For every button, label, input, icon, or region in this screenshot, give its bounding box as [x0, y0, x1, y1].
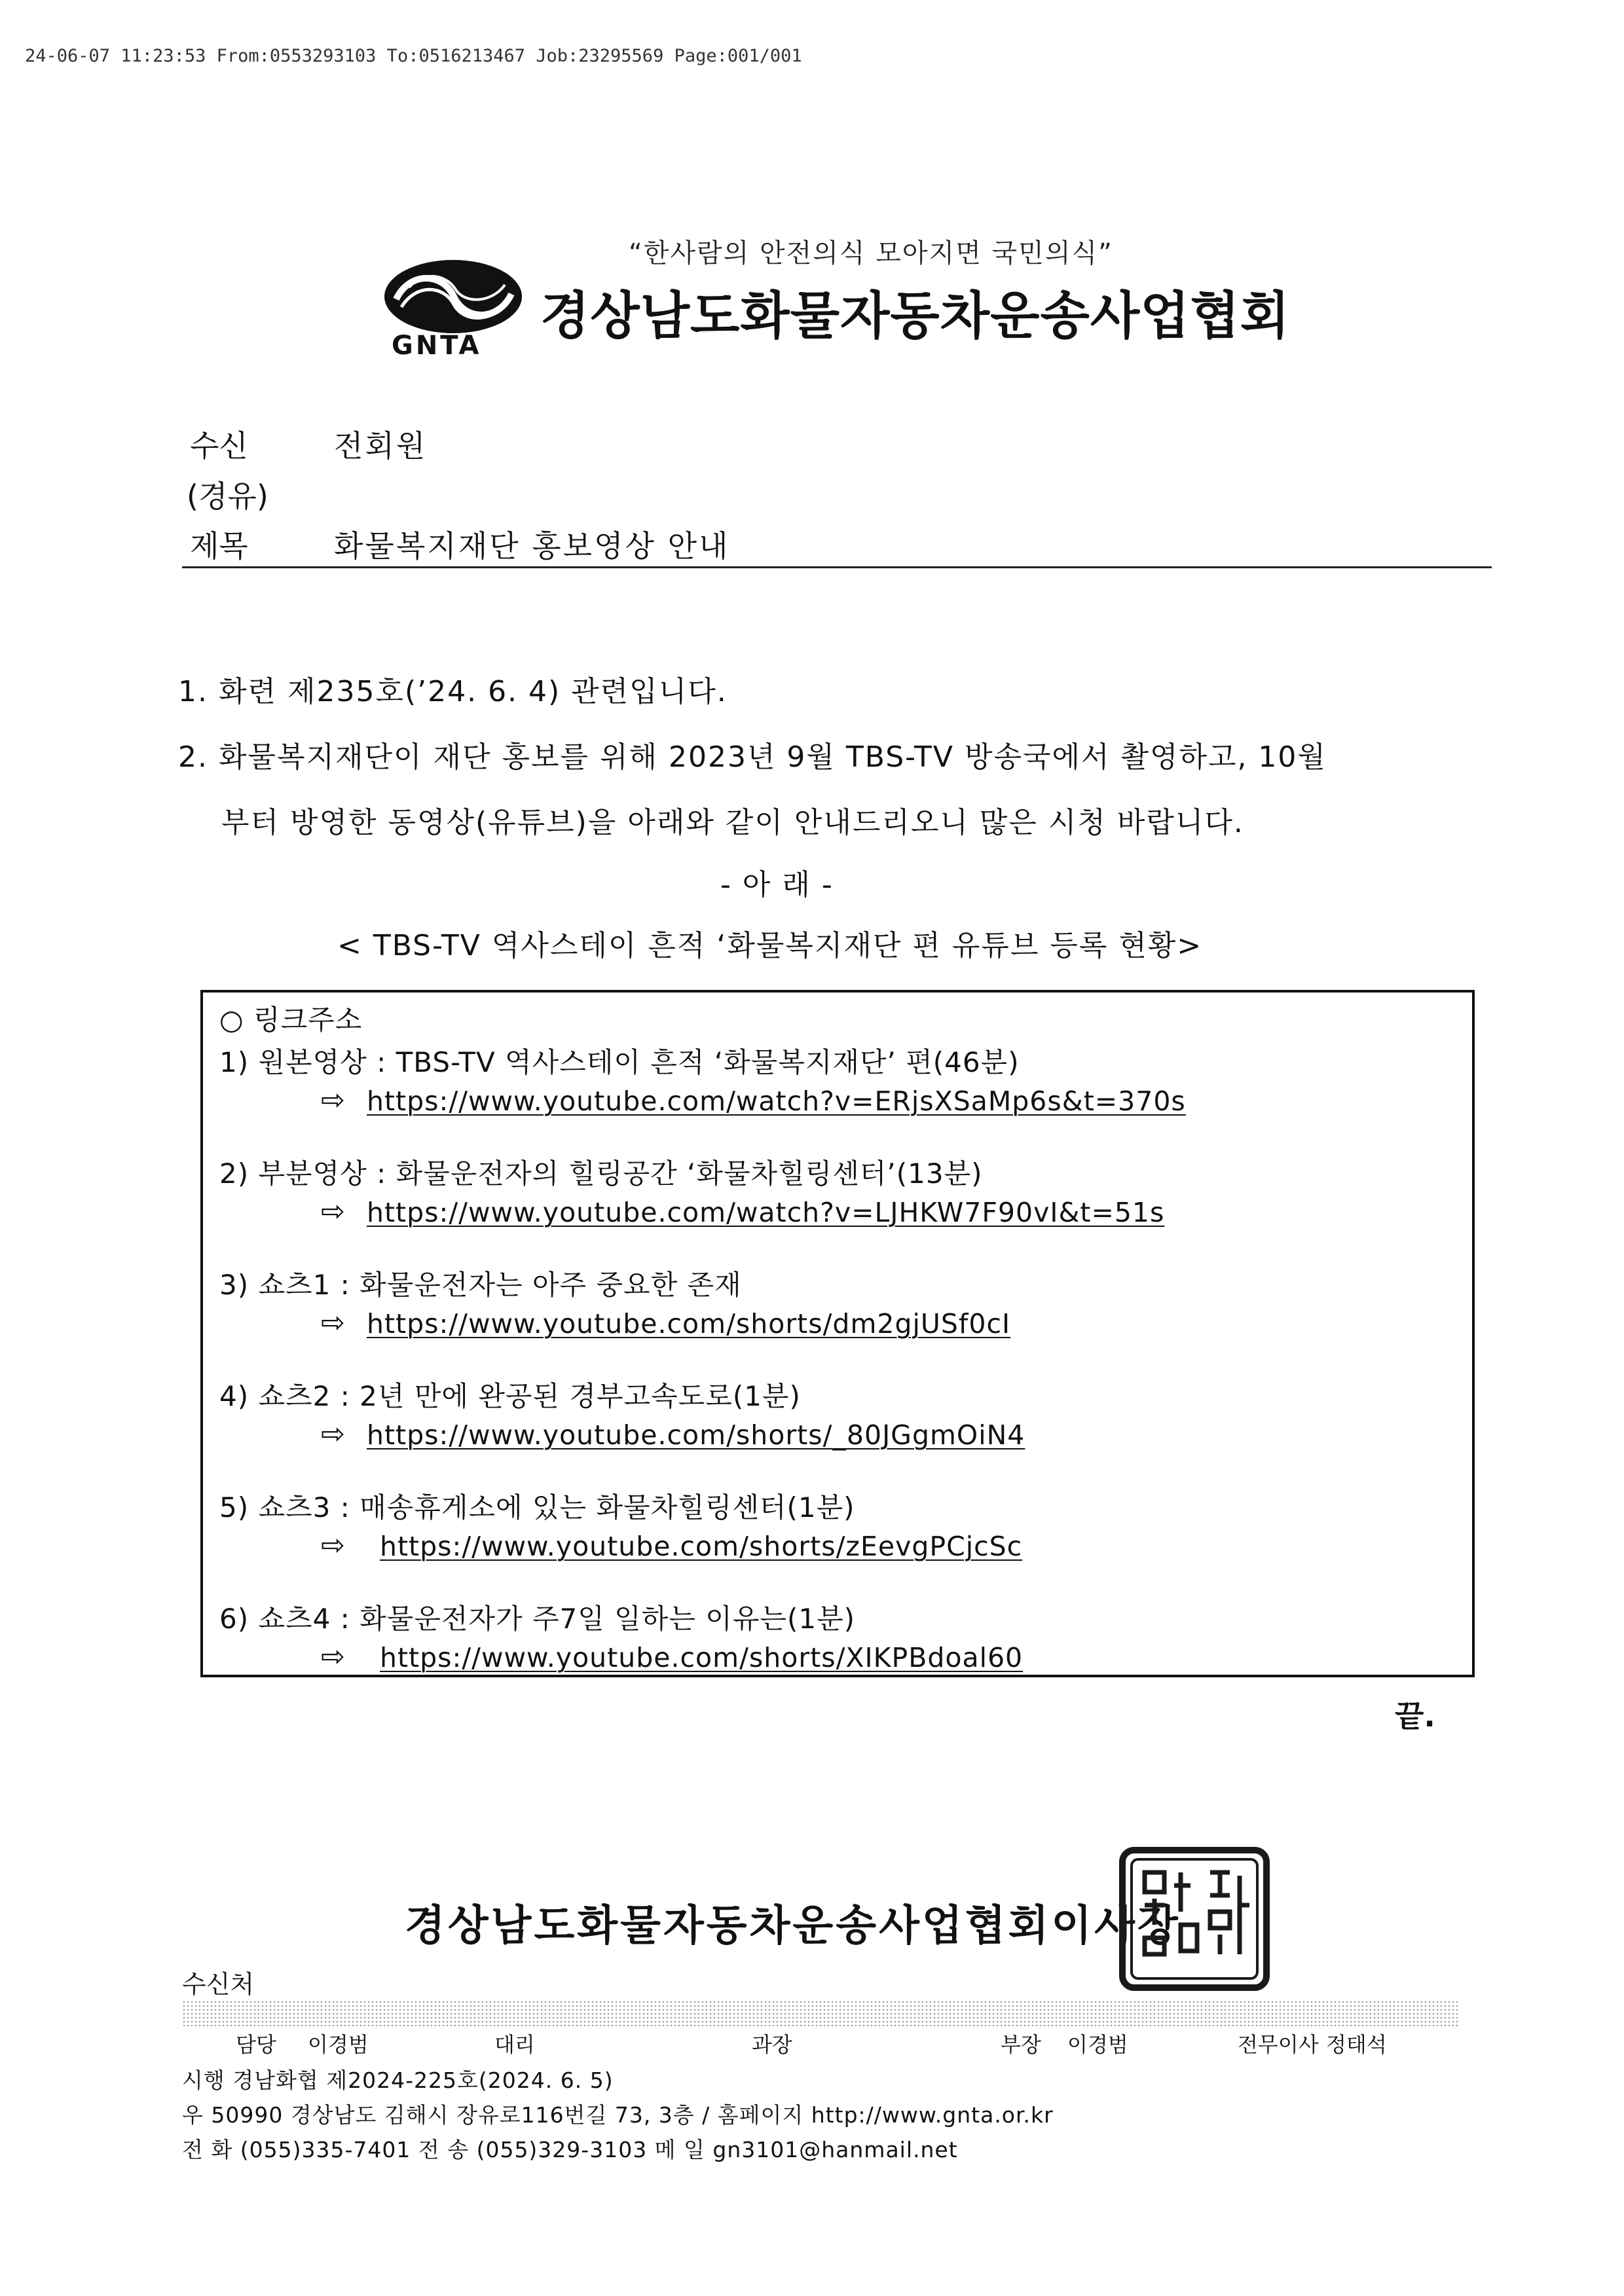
- link-url-1[interactable]: https://www.youtube.com/watch?v=ERjsXSaMp6s&t=370s: [367, 1085, 1186, 1117]
- organization-name: 경상남도화물자동차운송사업협회: [540, 287, 1291, 346]
- fax-transmission-header: 24-06-07 11:23:53 From:0553293103 To:0516213467 Job:23295569 Page:001/001: [25, 46, 802, 66]
- link-title-4: 4) 쇼츠2 : 2년 만에 완공된 경부고속도로(1분): [219, 1380, 801, 1412]
- letterhead-slogan: “한사람의 안전의식 모아지면 국민의식”: [629, 238, 1113, 268]
- link-url-3[interactable]: https://www.youtube.com/shorts/dm2gjUSf0cI: [367, 1308, 1011, 1339]
- footer-contact: 전 화 (055)335-7401 전 송 (055)329-3103 메 일 gn3101@hanmail.net: [182, 2137, 958, 2162]
- footer-address: 우 50990 경상남도 김해시 장유로116번길 73, 3층 / 홈페이지 http://www.gnta.or.kr: [182, 2102, 1054, 2128]
- subject-value: 화물복지재단 홍보영상 안내: [334, 528, 730, 564]
- body-item-1: 1. 화련 제235호(’24. 6. 4) 관련입니다.: [178, 675, 728, 708]
- links-heading: ○ 링크주소: [219, 1004, 363, 1036]
- approval-director-name: 정태석: [1326, 2032, 1387, 2057]
- link-title-1: 1) 원본영상 : TBS-TV 역사스테이 흔적 ‘화물복지재단’ 편(46분): [219, 1046, 1020, 1078]
- approval-section-chief-label: 과장: [752, 2032, 792, 2057]
- link-url-5[interactable]: https://www.youtube.com/shorts/zEevgPCjcSc: [380, 1531, 1023, 1562]
- end-mark: 끝.: [1395, 1698, 1435, 1734]
- subject-label: 제목: [190, 528, 248, 564]
- body-item-2-line-1: 2. 화물복지재단이 재단 홍보를 위해 2023년 9월 TBS-TV 방송국에서 촬영하고, 10월: [178, 740, 1327, 774]
- link-url-6[interactable]: https://www.youtube.com/shorts/XIKPBdoal60: [380, 1642, 1024, 1673]
- official-seal-icon: [1118, 1846, 1270, 1992]
- arrow-right-icon: ⇨: [321, 1417, 345, 1451]
- recipient-value: 전회원: [334, 428, 428, 464]
- link-title-2: 2) 부분영상 : 화물운전자의 힐링공간 ‘화물차힐링센터’(13분): [219, 1157, 983, 1190]
- approval-staff-label: 담당: [236, 2032, 276, 2057]
- body-item-2-line-2: 부터 방영한 동영상(유튜브)을 아래와 같이 안내드리오니 많은 시청 바랍니다.: [221, 806, 1244, 839]
- via-label: (경유): [187, 479, 268, 514]
- approval-dept-head-label: 부장: [1001, 2032, 1041, 2057]
- arrow-right-icon: ⇨: [321, 1195, 345, 1228]
- link-url-2[interactable]: https://www.youtube.com/watch?v=LJHKW7F90vI&t=51s: [367, 1197, 1165, 1228]
- link-title-3: 3) 쇼츠1 : 화물운전자는 아주 중요한 존재: [219, 1269, 742, 1301]
- approval-dept-head-name: 이경범: [1067, 2032, 1128, 2057]
- logo-wordmark: GNTA: [392, 331, 482, 361]
- recipient-label: 수신: [190, 428, 248, 464]
- section-mark: - 아 래 -: [720, 868, 834, 902]
- arrow-right-icon: ⇨: [321, 1529, 345, 1562]
- approval-staff-name: 이경범: [308, 2032, 369, 2057]
- approval-director-label: 전무이사: [1238, 2032, 1319, 2057]
- arrow-right-icon: ⇨: [321, 1306, 345, 1339]
- recipients-label: 수신처: [182, 1970, 255, 1999]
- table-title: < TBS-TV 역사스테이 흔적 ‘화물복지재단 편 유튜브 등록 현황>: [337, 929, 1203, 962]
- approval-deputy-label: 대리: [494, 2032, 535, 2057]
- link-url-4[interactable]: https://www.youtube.com/shorts/_80JGgmOiN4: [367, 1419, 1025, 1451]
- sender-signature-line: 경상남도화물자동차운송사업협회이사장: [405, 1902, 1181, 1950]
- link-title-5: 5) 쇼츠3 : 매송휴게소에 있는 화물차힐링센터(1분): [219, 1491, 855, 1523]
- approval-band-background: [182, 2000, 1459, 2026]
- arrow-right-icon: ⇨: [321, 1640, 345, 1673]
- footer-enforcement: 시행 경남화협 제2024-225호(2024. 6. 5): [182, 2068, 614, 2093]
- link-title-6: 6) 쇼츠4 : 화물운전자가 주7일 일하는 이유는(1분): [219, 1603, 856, 1635]
- arrow-right-icon: ⇨: [321, 1084, 345, 1117]
- header-divider: [182, 566, 1492, 568]
